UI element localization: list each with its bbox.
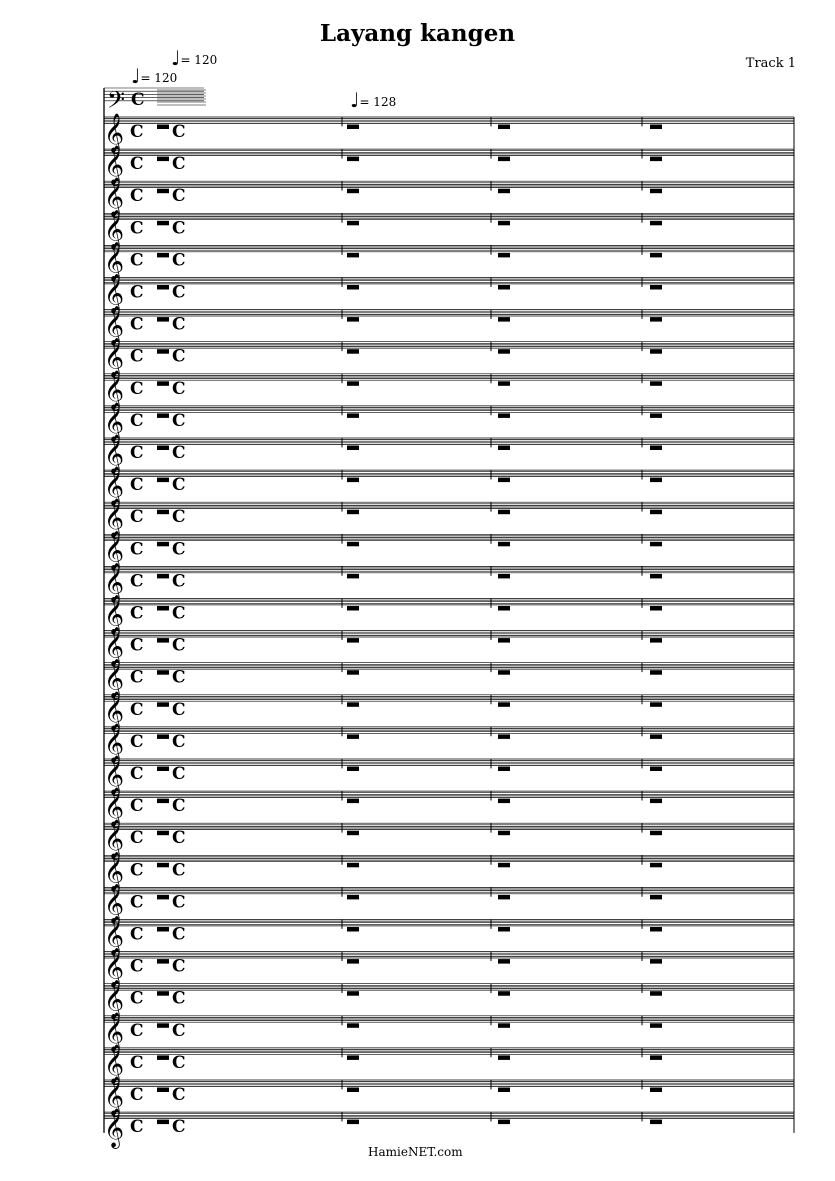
time-signature: C — [130, 154, 144, 175]
time-signature: C — [172, 539, 186, 560]
whole-rest — [498, 863, 510, 868]
whole-rest — [157, 542, 169, 547]
whole-rest — [650, 221, 662, 226]
whole-rest — [498, 927, 510, 932]
whole-rest — [347, 959, 359, 964]
treble-clef-icon: 𝄞 — [104, 594, 125, 635]
tempo-marking-3: ♩= 128 — [350, 88, 397, 112]
treble-clef-icon: 𝄞 — [104, 305, 125, 346]
whole-rest — [157, 767, 169, 772]
whole-rest — [347, 157, 359, 162]
treble-clef-icon: 𝄞 — [104, 401, 125, 442]
treble-clef-icon: 𝄞 — [104, 273, 125, 314]
whole-rest — [157, 670, 169, 675]
whole-rest — [347, 767, 359, 772]
whole-rest — [347, 221, 359, 226]
whole-rest — [157, 606, 169, 611]
whole-rest — [650, 895, 662, 900]
treble-clef-icon: 𝄞 — [104, 241, 125, 282]
whole-rest — [650, 446, 662, 451]
time-signature: C — [130, 1085, 144, 1105]
whole-rest — [347, 510, 359, 515]
whole-rest — [157, 734, 169, 739]
whole-rest — [347, 927, 359, 932]
time-signature: C — [172, 218, 186, 239]
treble-clef-icon: 𝄞 — [104, 915, 125, 956]
whole-rest — [347, 1088, 359, 1093]
whole-rest — [157, 478, 169, 483]
whole-rest — [157, 189, 169, 194]
time-signature: C — [130, 218, 144, 239]
whole-rest — [498, 702, 510, 707]
whole-rest — [498, 670, 510, 675]
whole-rest — [650, 317, 662, 322]
whole-rest — [650, 991, 662, 996]
treble-clef-icon: 𝄞 — [104, 498, 125, 539]
whole-rest — [157, 253, 169, 258]
whole-rest — [347, 478, 359, 483]
whole-rest — [650, 1023, 662, 1028]
whole-rest — [498, 799, 510, 804]
quarter-note-icon: ♩ — [171, 46, 181, 70]
whole-rest — [347, 799, 359, 804]
whole-rest — [650, 863, 662, 868]
whole-rest — [347, 574, 359, 579]
time-signature: C — [172, 282, 186, 303]
whole-rest — [498, 734, 510, 739]
whole-rest — [650, 606, 662, 611]
time-signature: C — [172, 1117, 186, 1138]
whole-rest — [650, 799, 662, 804]
whole-rest — [498, 895, 510, 900]
whole-rest — [498, 542, 510, 547]
whole-rest — [498, 638, 510, 643]
whole-rest — [157, 510, 169, 515]
whole-rest — [498, 1088, 510, 1093]
treble-clef-icon: 𝄞 — [104, 1076, 125, 1116]
time-signature: C — [172, 1085, 186, 1105]
treble-clef-icon: 𝄞 — [104, 209, 125, 250]
whole-rest — [157, 895, 169, 900]
time-signature: C — [130, 410, 144, 431]
treble-clef-icon: 𝄞 — [104, 1108, 125, 1149]
whole-rest — [347, 863, 359, 868]
time-signature: C — [130, 346, 144, 367]
time-signature: C — [172, 892, 186, 913]
whole-rest — [157, 959, 169, 964]
tempo-marking-2: ♩= 120 — [171, 46, 218, 70]
time-signature: C — [172, 250, 186, 271]
whole-rest — [498, 349, 510, 354]
whole-rest — [498, 157, 510, 162]
whole-rest — [498, 381, 510, 386]
treble-clef-icon: 𝄞 — [104, 626, 125, 667]
whole-rest — [650, 1120, 662, 1125]
treble-clef-icon: 𝄞 — [104, 883, 125, 924]
whole-rest — [157, 831, 169, 836]
time-signature: C — [130, 892, 144, 913]
treble-clef-icon: 𝄞 — [104, 145, 125, 186]
whole-rest — [347, 446, 359, 451]
time-signature: C — [172, 475, 186, 496]
time-signature: C — [130, 250, 144, 271]
whole-rest — [498, 1055, 510, 1060]
time-signature: C — [172, 764, 186, 784]
whole-rest — [157, 446, 169, 451]
track-label: Track 1 — [745, 56, 796, 71]
whole-rest — [650, 670, 662, 675]
whole-rest — [157, 991, 169, 996]
time-signature: C — [130, 475, 144, 496]
whole-rest — [650, 125, 662, 130]
whole-rest — [498, 285, 510, 290]
time-signature: C — [172, 314, 186, 335]
time-signature: C — [130, 667, 144, 688]
treble-clef-icon: 𝄞 — [104, 113, 125, 153]
time-signature: C — [130, 507, 144, 528]
whole-rest — [347, 542, 359, 547]
whole-rest — [347, 189, 359, 194]
whole-rest — [347, 413, 359, 418]
whole-rest — [498, 1023, 510, 1028]
whole-rest — [498, 446, 510, 451]
whole-rest — [650, 285, 662, 290]
time-signature: C — [172, 699, 186, 720]
time-signature: C — [172, 635, 186, 656]
whole-rest — [347, 285, 359, 290]
tempo-marking-1: ♩= 120 — [131, 64, 178, 88]
whole-rest — [498, 606, 510, 611]
time-signature: C — [172, 410, 186, 431]
treble-clef-icon: 𝄞 — [104, 979, 125, 1020]
time-signature: C — [130, 956, 144, 977]
time-signature: C — [130, 828, 144, 849]
time-signature: C — [130, 764, 144, 784]
time-signature: C — [130, 378, 144, 399]
whole-rest — [157, 317, 169, 322]
whole-rest — [498, 574, 510, 579]
time-signature: C — [130, 282, 144, 303]
time-signature: C — [130, 1020, 144, 1041]
whole-rest — [650, 638, 662, 643]
time-signature: C — [130, 699, 144, 720]
whole-rest — [498, 221, 510, 226]
treble-clef-icon: 𝄞 — [104, 337, 125, 378]
treble-clef-icon: 𝄞 — [104, 947, 125, 988]
time-signature: C — [172, 122, 186, 142]
time-signature: C — [172, 346, 186, 367]
whole-rest — [157, 1120, 169, 1125]
whole-rest — [650, 189, 662, 194]
whole-rest — [347, 1120, 359, 1125]
whole-rest — [650, 253, 662, 258]
whole-rest — [347, 606, 359, 611]
time-signature: C — [130, 635, 144, 656]
whole-rest — [157, 1023, 169, 1028]
time-signature: C — [130, 122, 144, 142]
time-signature: C — [172, 956, 186, 977]
time-signature: C — [130, 988, 144, 1009]
whole-rest — [347, 253, 359, 258]
whole-rest — [157, 221, 169, 226]
whole-rest — [498, 413, 510, 418]
whole-rest — [347, 895, 359, 900]
whole-rest — [157, 381, 169, 386]
whole-rest — [650, 349, 662, 354]
whole-rest — [498, 767, 510, 772]
time-signature: C — [130, 796, 144, 817]
time-signature: C — [172, 667, 186, 688]
time-signature: C — [172, 988, 186, 1009]
time-signature: C — [130, 539, 144, 560]
whole-rest — [157, 157, 169, 162]
whole-rest — [157, 285, 169, 290]
treble-clef-icon: 𝄞 — [104, 369, 125, 410]
treble-clef-icon: 𝄞 — [104, 658, 125, 699]
treble-clef-icon: 𝄞 — [104, 530, 125, 571]
whole-rest — [650, 734, 662, 739]
whole-rest — [650, 702, 662, 707]
whole-rest — [650, 831, 662, 836]
whole-rest — [347, 125, 359, 130]
treble-clef-icon: 𝄞 — [104, 177, 125, 218]
whole-rest — [498, 831, 510, 836]
whole-rest — [498, 125, 510, 130]
whole-rest — [650, 927, 662, 932]
whole-rest — [498, 510, 510, 515]
whole-rest — [650, 1055, 662, 1060]
score-title: Layang kangen — [319, 20, 516, 47]
whole-rest — [347, 381, 359, 386]
treble-clef-icon: 𝄞 — [104, 819, 125, 860]
time-signature: C — [172, 378, 186, 399]
whole-rest — [347, 991, 359, 996]
whole-rest — [157, 349, 169, 354]
whole-rest — [498, 959, 510, 964]
time-signature: C — [130, 731, 144, 752]
whole-rest — [157, 863, 169, 868]
whole-rest — [347, 702, 359, 707]
time-signature: C — [130, 314, 144, 335]
treble-clef-icon: 𝄞 — [104, 851, 125, 892]
time-signature: C — [172, 1052, 186, 1073]
whole-rest — [650, 478, 662, 483]
whole-rest — [157, 638, 169, 643]
treble-clef-icon: 𝄞 — [104, 1043, 125, 1084]
time-signature: C — [130, 186, 144, 207]
time-signature: C — [172, 571, 186, 592]
time-signature: C — [130, 571, 144, 592]
treble-clef-icon: 𝄞 — [104, 434, 125, 474]
whole-rest — [498, 317, 510, 322]
whole-rest — [157, 125, 169, 130]
treble-clef-icon: 𝄞 — [104, 755, 125, 795]
time-signature: C — [172, 924, 186, 945]
time-signature: C — [172, 443, 186, 463]
time-signature: C — [130, 443, 144, 463]
whole-rest — [498, 253, 510, 258]
time-signature: C — [131, 90, 145, 110]
whole-rest — [347, 734, 359, 739]
whole-rest — [650, 959, 662, 964]
whole-rest — [157, 799, 169, 804]
time-signature: C — [172, 507, 186, 528]
whole-rest — [157, 413, 169, 418]
whole-rest — [650, 767, 662, 772]
whole-rest — [347, 317, 359, 322]
footer-credit: HamieNET.com — [368, 1145, 463, 1159]
time-signature: C — [130, 924, 144, 945]
time-signature: C — [130, 1052, 144, 1073]
time-signature: C — [130, 860, 144, 881]
time-signature: C — [172, 1020, 186, 1041]
time-signature: C — [172, 603, 186, 624]
whole-rest — [157, 1055, 169, 1060]
whole-rest — [650, 510, 662, 515]
time-signature: C — [172, 154, 186, 175]
whole-rest — [347, 1023, 359, 1028]
time-signature: C — [130, 603, 144, 624]
time-signature: C — [172, 796, 186, 817]
whole-rest — [347, 831, 359, 836]
treble-clef-icon: 𝄞 — [104, 466, 125, 507]
treble-clef-icon: 𝄞 — [104, 722, 125, 763]
time-signature: C — [172, 860, 186, 881]
whole-rest — [650, 542, 662, 547]
whole-rest — [650, 381, 662, 386]
time-signature: C — [172, 186, 186, 207]
quarter-note-icon: ♩ — [350, 88, 360, 112]
time-signature: C — [172, 828, 186, 849]
whole-rest — [498, 1120, 510, 1125]
bass-clef-icon: 𝄢 — [107, 86, 126, 119]
whole-rest — [347, 1055, 359, 1060]
whole-rest — [650, 157, 662, 162]
whole-rest — [157, 927, 169, 932]
whole-rest — [347, 349, 359, 354]
time-signature: C — [172, 731, 186, 752]
whole-rest — [650, 574, 662, 579]
time-signature: C — [130, 1117, 144, 1138]
whole-rest — [347, 638, 359, 643]
whole-rest — [498, 478, 510, 483]
whole-rest — [157, 574, 169, 579]
treble-clef-icon: 𝄞 — [104, 690, 125, 731]
treble-clef-icon: 𝄞 — [104, 1011, 125, 1052]
whole-rest — [650, 413, 662, 418]
treble-clef-icon: 𝄞 — [104, 787, 125, 828]
whole-rest — [498, 189, 510, 194]
whole-rest — [157, 1088, 169, 1093]
quarter-note-icon: ♩ — [131, 64, 141, 88]
treble-clef-icon: 𝄞 — [104, 562, 125, 603]
whole-rest — [650, 1088, 662, 1093]
whole-rest — [157, 702, 169, 707]
whole-rest — [347, 670, 359, 675]
whole-rest — [498, 991, 510, 996]
